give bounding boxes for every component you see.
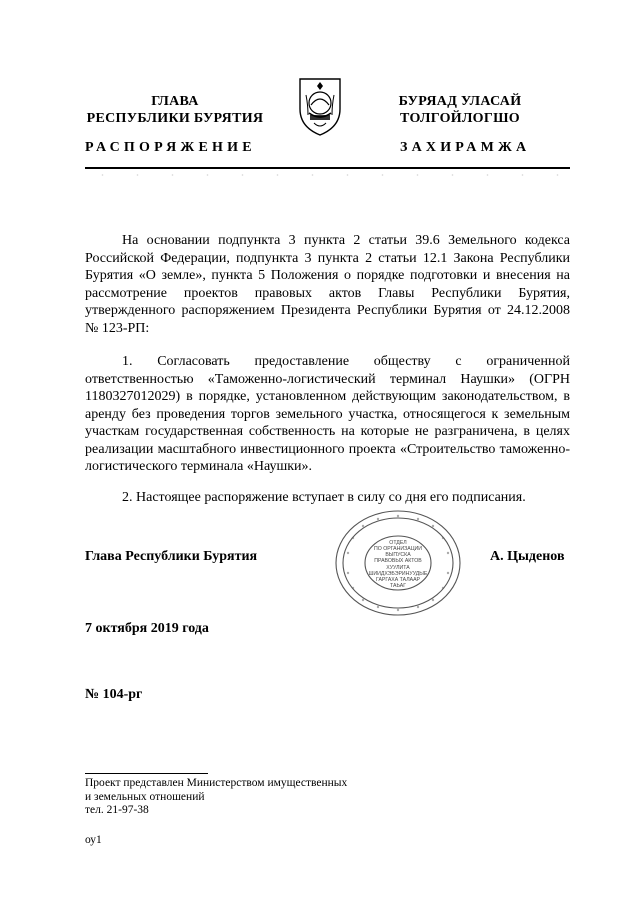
item-1-paragraph: 1. Согласовать предоставление обществу с ограниченной ответственностью «Таможенно-логистический терминал Наушки» (ОГРН 1180327012029) в порядке, установленном действующим законодательством, в аренду без проведения торгов земельного участка, относящегося к земельным участкам государственная собственность на которые не разграничена, в целях реализации масштабного инвестиционного проекта «Строительство таможенно-логистического терминала «Наушки». [85, 354, 570, 474]
coat-of-arms-icon [296, 75, 344, 137]
official-seal-icon [333, 508, 463, 618]
header-left-line1: ГЛАВА [151, 94, 199, 109]
doc-type-ru: РАСПОРЯЖЕНИЕ [85, 140, 256, 155]
item-2-paragraph: 2. Настоящее распоряжение вступает в силу со дня его подписания. [122, 490, 526, 505]
stamp-line-3: ВЫПУСКА [385, 552, 411, 558]
document-number: № 104-рг [85, 687, 143, 702]
footer-note [85, 777, 347, 818]
footer-code: оу1 [85, 834, 102, 846]
signatory-name: А. Цыденов [490, 549, 565, 564]
stamp-line-2: ПО ОРГАНИЗАЦИИ [374, 546, 422, 552]
stamp-line-8: ТАЬАГ [389, 583, 407, 589]
stamp-line-6: ШИИДХЭБЭРИНУУДЫЕ [368, 571, 428, 577]
header-right [365, 93, 555, 127]
header-left-line2: РЕСПУБЛИКИ БУРЯТИЯ [86, 111, 264, 126]
footer-line-2: и земельных отношений [85, 790, 205, 803]
header-divider [85, 167, 570, 169]
stamp-line-7: ГАРГАХА ТАЛААР [375, 577, 421, 583]
signatory-title: Глава Республики Бурятия [85, 549, 258, 564]
document-date: 7 октября 2019 года [85, 621, 209, 636]
header-right-line2: ТОЛГОЙЛОГШО [400, 111, 520, 126]
header-left [85, 93, 265, 127]
header-divider-dots [85, 171, 570, 179]
stamp-line-1: ОТДЕЛ [389, 540, 407, 546]
stamp-line-4: ПРАВОВЫХ АКТОВ [374, 558, 422, 564]
preamble-paragraph: На основании подпункта 3 пункта 2 статьи 39.6 Земельного кодекса Российской Федерации, подпункта 3 пункта 2 статьи 12.1 Закона Республики Бурятия «О земле», пункта 5 Положения о порядке подготовки и внесения на рассмотрение проектов правовых актов Главы Республики Бурятия, утвержденного распоряжением Президента Республики Бурятия от 24.12.2008 № 123-РП: [85, 233, 570, 336]
footer-phone: тел. 21-97-38 [85, 804, 149, 816]
header-right-line1: БУРЯАД УЛАСАЙ [398, 94, 522, 109]
stamp-line-5: ХУУЛИТА [386, 565, 410, 571]
doc-type-bua: ЗАХИРАМЖА [400, 140, 531, 155]
footer-line-1: Проект представлен Министерством имущественных [85, 777, 348, 789]
footer-divider [85, 773, 208, 774]
